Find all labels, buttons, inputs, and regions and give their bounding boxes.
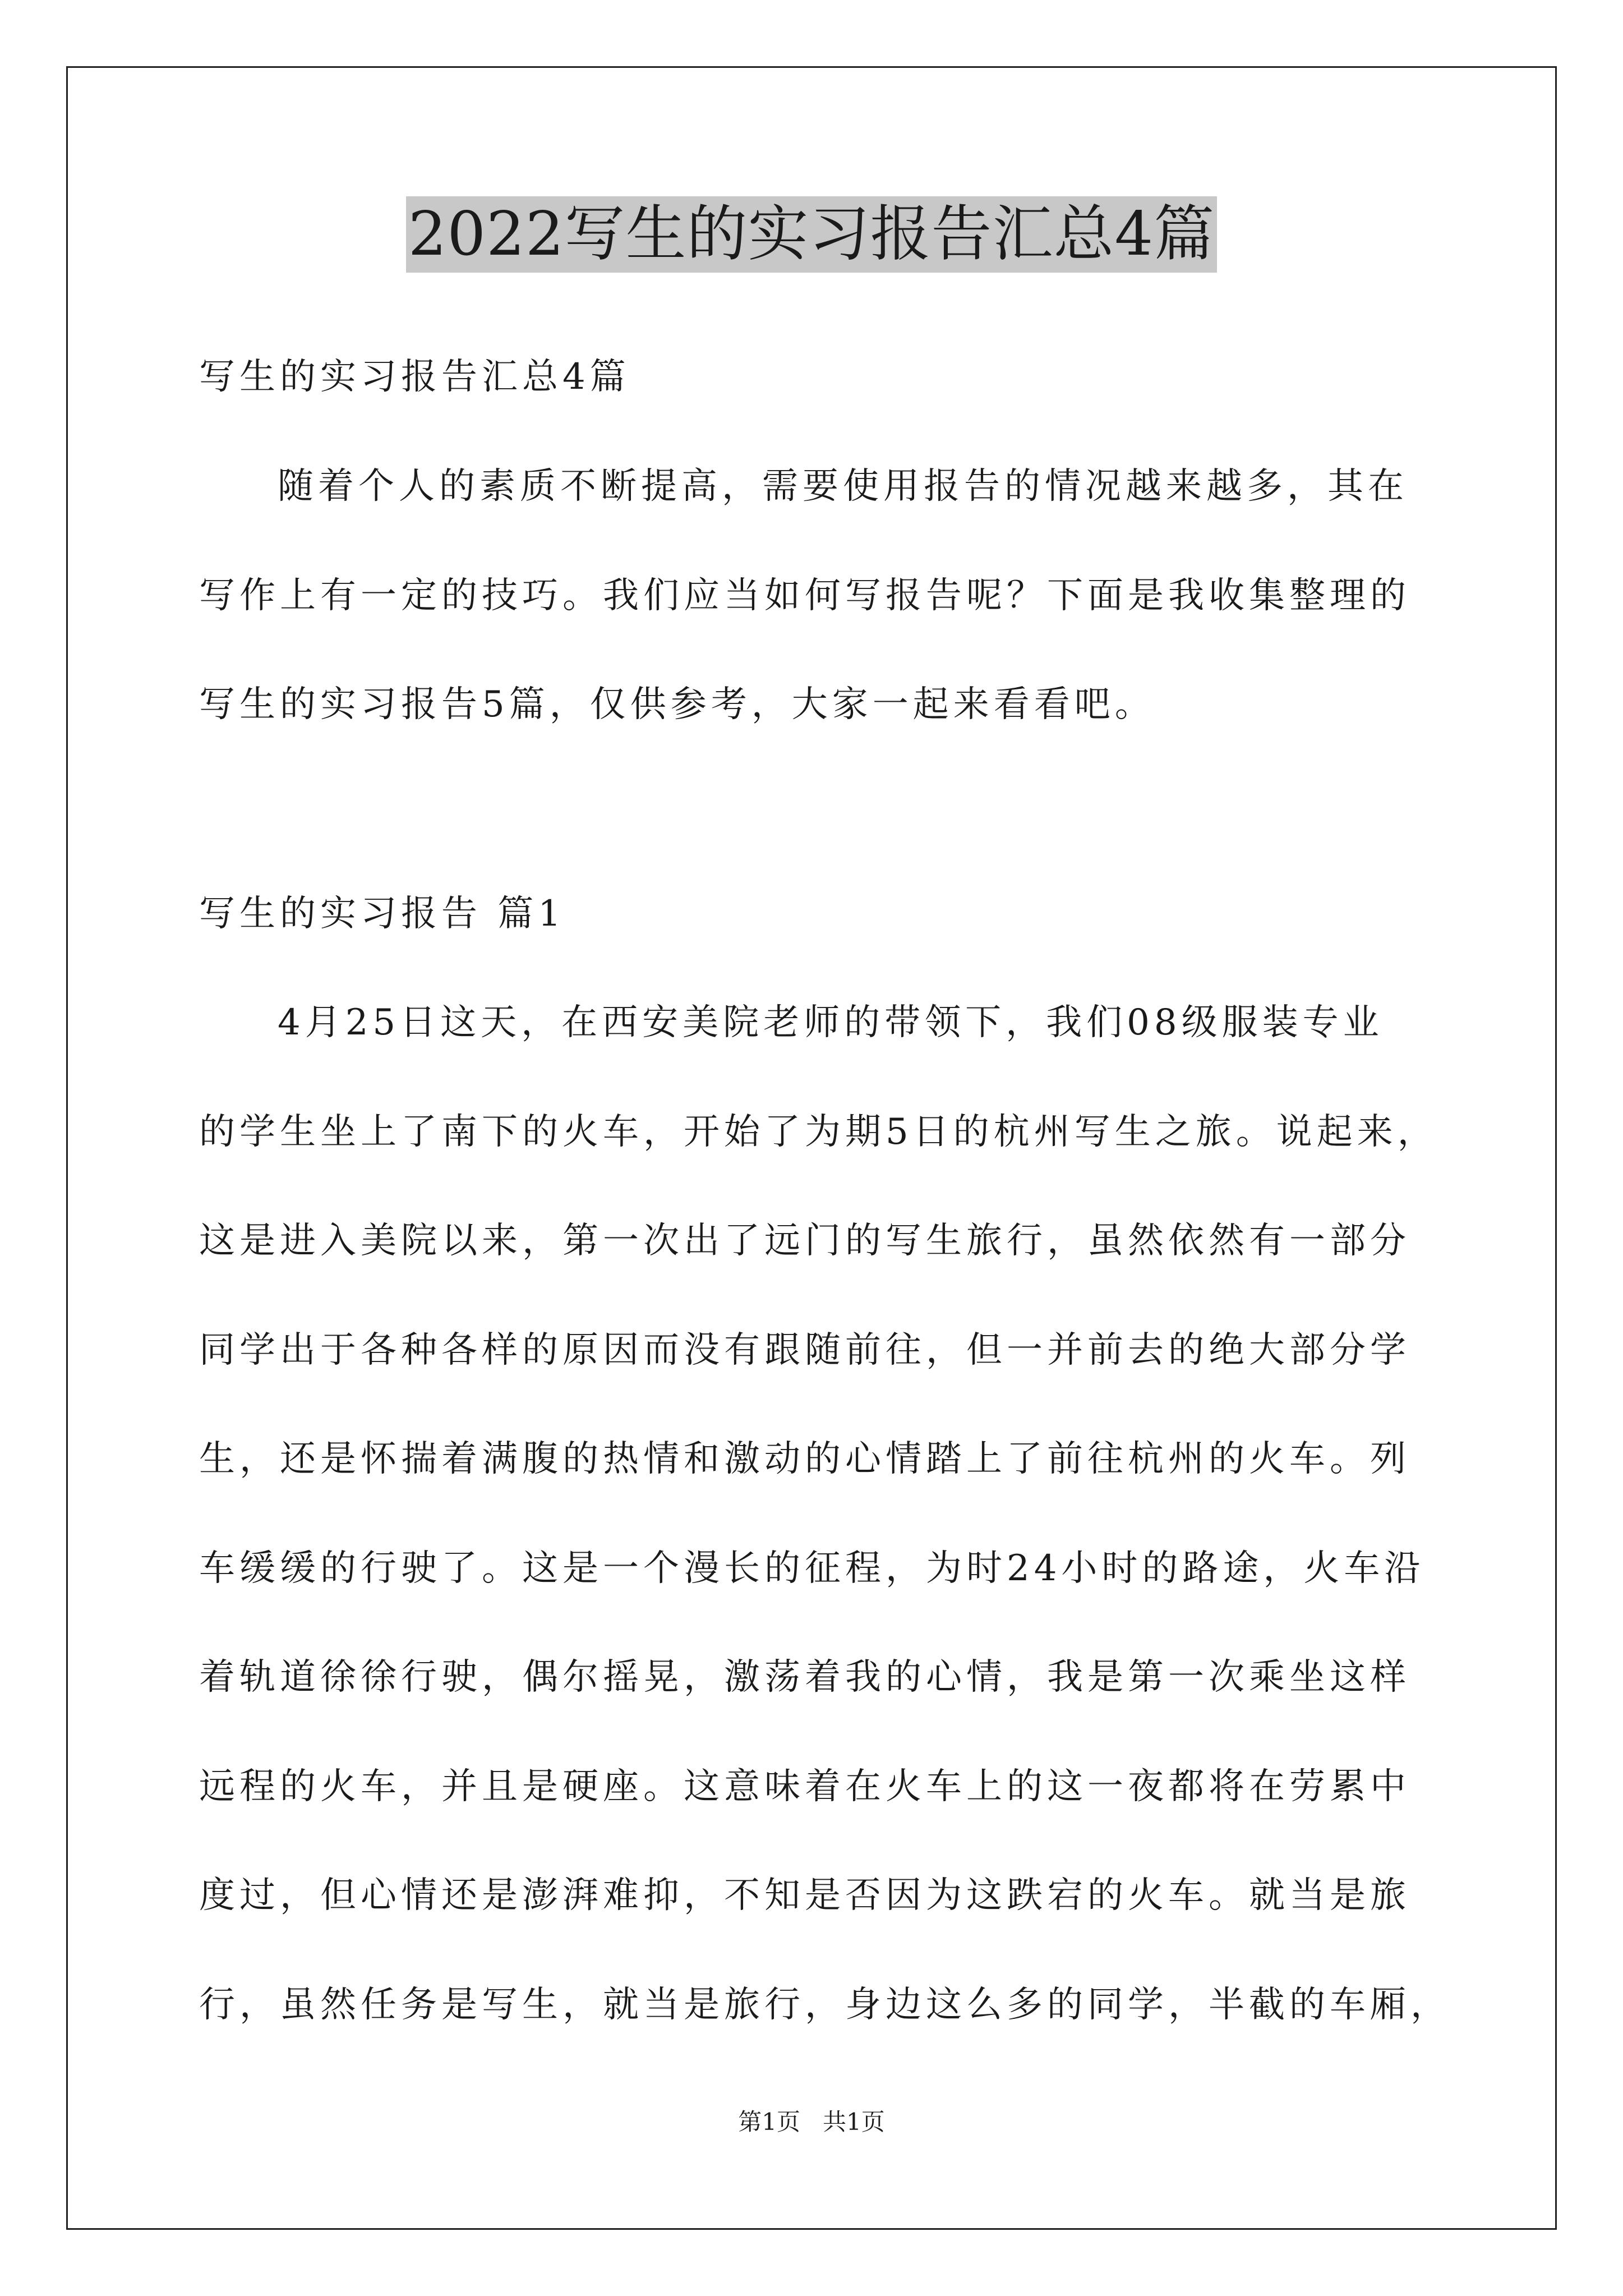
section-line: 这是进入美院以来，第一次出了远门的写生旅行，虽然依然有一部分 <box>199 1220 1410 1262</box>
section-line: 行，虽然任务是写生，就当是旅行，身边这么多的同学，半截的车厢， <box>199 1984 1451 2026</box>
section-line: 生，还是怀揣着满腹的热情和激动的心情踏上了前往杭州的火车。列 <box>199 1438 1410 1480</box>
section-line: 同学出于各种各样的原因而没有跟随前往，但一并前去的绝大部分学 <box>199 1329 1410 1371</box>
intro-line: 写生的实习报告5篇，仅供参考，大家一起来看看吧。 <box>199 684 1155 725</box>
section-heading: 写生的实习报告 篇1 <box>199 893 566 935</box>
document-title: 2022写生的实习报告汇总4篇 <box>406 196 1218 273</box>
section-line: 着轨道徐徐行驶，偶尔摇晃，激荡着我的心情，我是第一次乘坐这样 <box>199 1657 1410 1698</box>
title-container <box>0 196 1623 273</box>
section-line: 度过，但心情还是澎湃难抑，不知是否因为这跌宕的火车。就当是旅 <box>199 1875 1410 1916</box>
intro-line: 写作上有一定的技巧。我们应当如何写报告呢？下面是我收集整理的 <box>199 575 1410 616</box>
page-footer: 第1页 共1页 <box>738 2108 885 2136</box>
document-subtitle: 写生的实习报告汇总4篇 <box>199 356 630 398</box>
section-line: 远程的火车，并且是硬座。这意味着在火车上的这一夜都将在劳累中 <box>199 1766 1410 1807</box>
section-line: 车缓缓的行驶了。这是一个漫长的征程，为时24小时的路途，火车沿 <box>199 1548 1425 1589</box>
section-line: 的学生坐上了南下的火车，开始了为期5日的杭州写生之旅。说起来， <box>199 1111 1438 1153</box>
intro-line: 随着个人的素质不断提高，需要使用报告的情况越来越多，其在 <box>278 466 1408 507</box>
section-line: 4月25日这天，在西安美院老师的带领下，我们08级服装专业 <box>278 1002 1384 1043</box>
